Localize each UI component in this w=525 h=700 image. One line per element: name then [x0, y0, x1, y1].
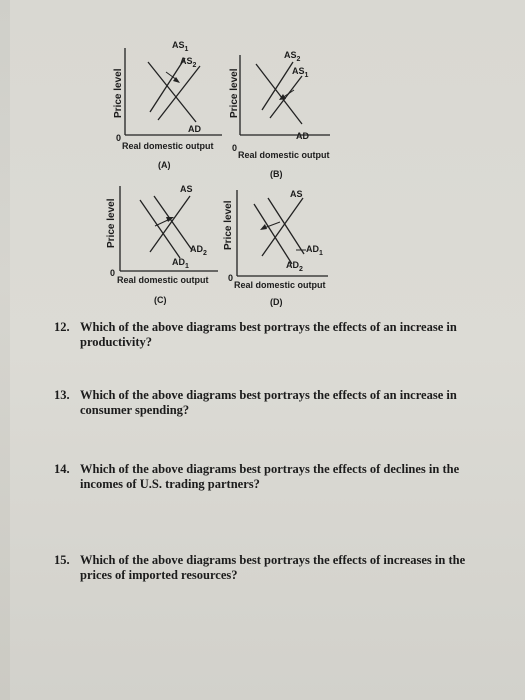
diagram-letter: (C) [154, 295, 167, 305]
question-12 [54, 320, 480, 350]
question-number: 12. [54, 320, 70, 334]
ad1-curve [268, 198, 304, 254]
question-number: 15. [54, 553, 70, 567]
ad-label: AD [296, 131, 309, 141]
diagram-letter: (D) [270, 297, 283, 307]
origin-label: 0 [116, 133, 122, 143]
question-text-line: Which of the above diagrams best portrays the effects of increases in the [80, 553, 466, 567]
question-text-line: Which of the above diagrams best portrays the effects of declines in the [80, 462, 460, 476]
origin-label: 0 [232, 143, 238, 153]
question-number: 14. [54, 462, 70, 476]
question-text-line: productivity? [80, 335, 152, 349]
as1-label: $AS_1$ [172, 40, 189, 53]
question-15 [54, 553, 480, 583]
question-text-line: Which of the above diagrams best portrays the effects of an increase in [80, 388, 457, 402]
question-text-line: incomes of U.S. trading partners? [80, 477, 260, 491]
question-text-line: Which of the above diagrams best portrays the effects of an increase in [80, 320, 457, 334]
x-axis-label: Real domestic output [117, 275, 209, 285]
question-text-line: prices of imported resources? [80, 568, 238, 582]
origin-label: 0 [228, 273, 234, 283]
ad2-label: $AD_2$ [190, 244, 207, 257]
x-axis-label: Real domestic output [238, 150, 330, 160]
as2-label: $AS_2$ [180, 56, 197, 69]
y-axis-label: Price level [223, 200, 234, 250]
as2-label: $AS_2$ [284, 50, 301, 63]
x-axis-label: Real domestic output [122, 141, 214, 151]
shift-arrowhead [260, 224, 267, 230]
ad1-label: $AD_1$ [172, 257, 189, 270]
as-label: AS [180, 184, 193, 194]
diagram-letter: (B) [270, 169, 283, 179]
ad-label: AD [188, 124, 201, 134]
diagram-letter: (A) [158, 160, 171, 170]
question-13 [54, 388, 480, 418]
y-axis-label: Price level [113, 68, 124, 118]
question-number: 13. [54, 388, 70, 402]
as-label: AS [290, 189, 303, 199]
question-text-line: consumer spending? [80, 403, 190, 417]
ad2-label: $AD_2$ [286, 260, 303, 273]
x-axis-label: Real domestic output [234, 280, 326, 290]
question-14 [54, 462, 480, 492]
as1-label: $AS_1$ [292, 66, 309, 79]
ad1-label: $AD_1$ [306, 244, 323, 257]
y-axis-label: Price level [229, 68, 240, 118]
ad2-curve [254, 204, 292, 264]
origin-label: 0 [110, 268, 116, 278]
y-axis-label: Price level [106, 198, 117, 248]
